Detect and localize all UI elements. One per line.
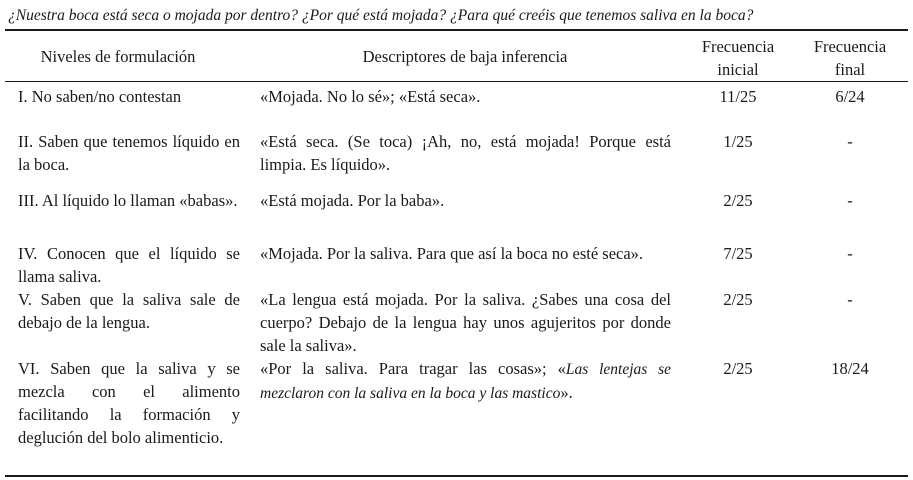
row-frecuencia-final: 18/24 xyxy=(831,359,869,378)
header-frecuencia-inicial-line1: Frecuencia xyxy=(701,37,775,56)
row-frecuencia-inicial: 1/25 xyxy=(723,132,753,151)
header-descriptores: Descriptores de baja inferencia xyxy=(362,47,568,66)
row-descriptor: «Está seca. (Se toca) ¡Ah, no, está mojada! Porque está limpia. Es líquido». xyxy=(260,132,671,174)
row-frecuencia-inicial: 7/25 xyxy=(723,244,753,263)
header-niveles: Niveles de formulación xyxy=(40,47,196,66)
header-frecuencia-final xyxy=(800,35,900,81)
header-frecuencia-final-line1: Frecuencia xyxy=(813,37,887,56)
row-frecuencia-final: - xyxy=(847,244,853,263)
table-top-rule xyxy=(5,29,908,31)
row-descriptor xyxy=(260,357,671,405)
table-header-rule xyxy=(5,81,908,82)
row-nivel: III. Al líquido lo llaman «babas». xyxy=(18,191,238,210)
row-frecuencia-inicial: 2/25 xyxy=(723,191,753,210)
row-frecuencia-final: - xyxy=(847,132,853,151)
descriptor-normal-text: «Por la saliva. Para tragar las cosas»; « xyxy=(260,359,566,378)
row-descriptor: «Mojada. No lo sé»; «Está seca». xyxy=(260,87,481,106)
row-frecuencia-final: - xyxy=(847,290,853,309)
header-frecuencia-final-line2: final xyxy=(834,60,866,79)
descriptor-italic-text: Las lentejas se mezclaron con la saliva en la boca y las mastico xyxy=(260,361,671,402)
row-frecuencia-inicial: 2/25 xyxy=(723,290,753,309)
descriptor-closing-text: ». xyxy=(560,383,573,402)
row-nivel: VI. Saben que la saliva y se mezcla con el alimento facilitando la formación y deglución del bolo alimenticio. xyxy=(18,359,240,447)
row-frecuencia-inicial: 2/25 xyxy=(723,359,753,378)
table-bottom-rule xyxy=(5,475,908,477)
row-nivel: II. Saben que tenemos líquido en la boca. xyxy=(18,132,240,174)
row-descriptor: «Está mojada. Por la baba». xyxy=(260,191,445,210)
row-frecuencia-final: - xyxy=(847,191,853,210)
header-frecuencia-inicial xyxy=(688,35,788,81)
row-frecuencia-inicial: 11/25 xyxy=(719,87,757,106)
row-descriptor: «Mojada. Por la saliva. Para que así la boca no esté seca». xyxy=(260,244,644,263)
row-descriptor: «La lengua está mojada. Por la saliva. ¿Sabes una cosa del cuerpo? Debajo de la lengua hay unos agujeritos por donde sale la saliva». xyxy=(260,290,671,355)
row-frecuencia-final: 6/24 xyxy=(835,87,865,106)
table-caption: ¿Nuestra boca está seca o mojada por dentro? ¿Por qué está mojada? ¿Para qué creéis que tenemos saliva en la boca? xyxy=(8,7,754,24)
header-frecuencia-inicial-line2: inicial xyxy=(717,60,759,79)
row-nivel: V. Saben que la saliva sale de debajo de la lengua. xyxy=(18,290,240,332)
row-nivel: I. No saben/no contestan xyxy=(18,87,182,106)
row-nivel: IV. Conocen que el líquido se llama saliva. xyxy=(18,244,240,286)
